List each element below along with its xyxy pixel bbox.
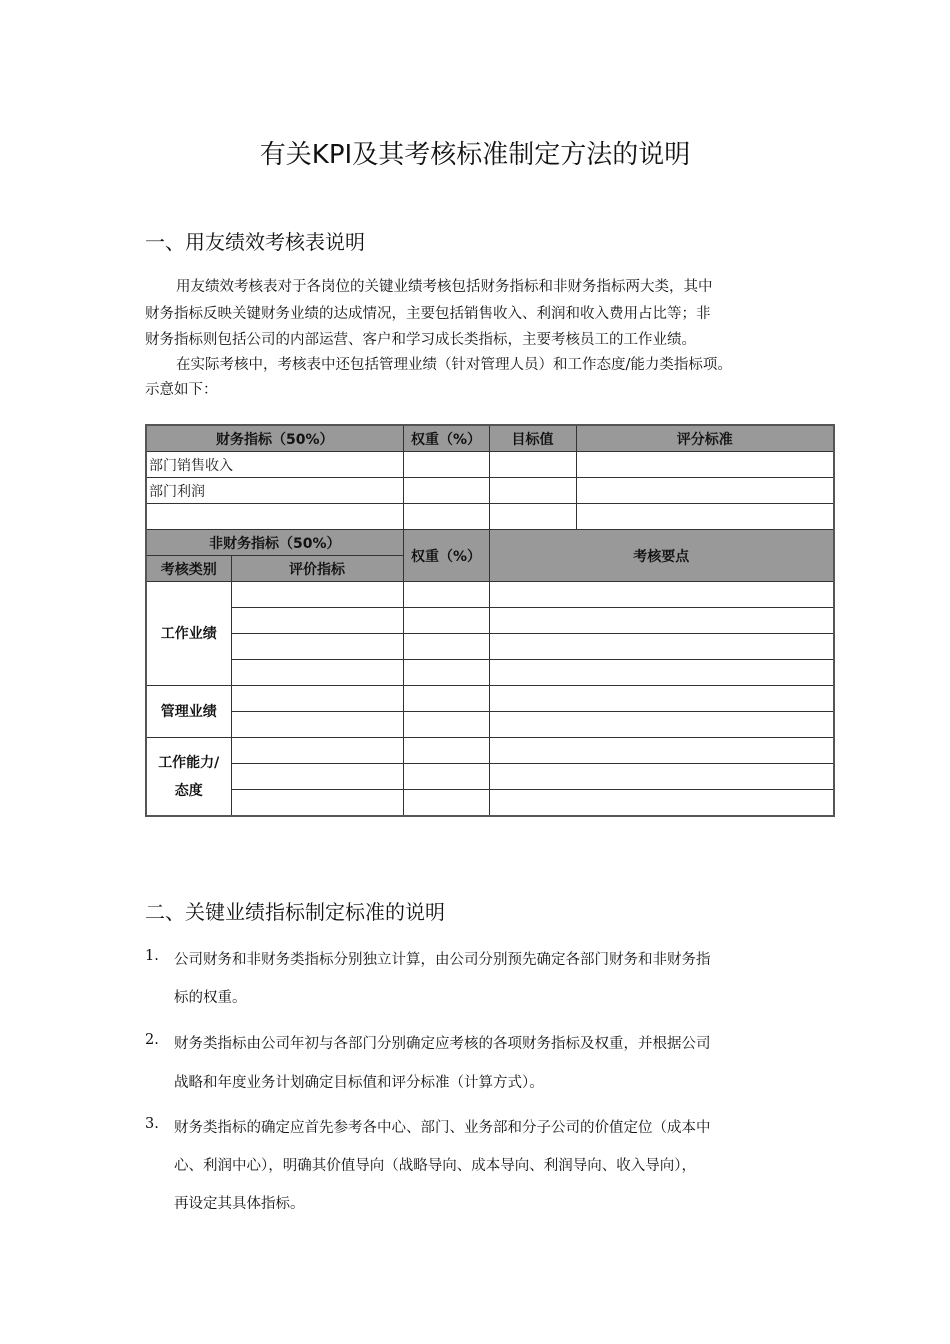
table-row: [146, 790, 834, 817]
table-row: [146, 660, 834, 686]
paragraph-line: 用友绩效考核表对于各岗位的关键业绩考核包括财务指标和非财务指标两大类，其中: [176, 279, 713, 295]
header-nonfinancial: 非财务指标（50%）: [146, 530, 403, 556]
fin-indicator: 部门销售收入: [146, 452, 403, 478]
header-weight-2: 权重（%）: [403, 530, 489, 582]
table-row: [146, 764, 834, 790]
kpi-table: [145, 424, 835, 817]
category-work-performance: 工作业绩: [146, 582, 231, 686]
table-row: [146, 634, 834, 660]
table-row: [146, 686, 834, 712]
list-line: 心、利润中心），明确其价值导向（战略导向、成本导向、利润导向、收入导向），: [174, 1158, 696, 1174]
header-scoring: 评分标准: [576, 425, 834, 452]
header-financial: 财务指标（50%）: [146, 425, 403, 452]
category-management: 管理业绩: [146, 686, 231, 738]
category-ability-attitude: 工作能力/态度: [146, 738, 231, 817]
paragraph-line: 财务指标则包括公司的内部运营、客户和学习成长类指标，主要考核员工的工作业绩。: [145, 332, 696, 348]
list-number: 2.: [145, 1032, 159, 1048]
paragraph-line: 示意如下：: [145, 382, 218, 398]
section-1-heading: 一、用友绩效考核表说明: [145, 230, 365, 254]
table-row: [146, 738, 834, 764]
list-line: 标的权重。: [174, 990, 247, 1006]
table-row: [146, 478, 834, 504]
table-row: [146, 582, 834, 608]
table-row: [146, 452, 834, 478]
list-number: 3.: [145, 1116, 159, 1132]
header-weight: 权重（%）: [403, 425, 489, 452]
paragraph-line: 财务指标反映关键财务业绩的达成情况，主要包括销售收入、利润和收入费用占比等；非: [145, 306, 711, 322]
list-line: 财务类指标的确定应首先参考各中心、部门、业务部和分子公司的价值定位（成本中: [174, 1120, 711, 1136]
table-row: [146, 712, 834, 738]
header-category: 考核类别: [146, 556, 231, 582]
fin-indicator: [146, 504, 403, 530]
header-key-points: 考核要点: [489, 530, 834, 582]
fin-indicator: 部门利润: [146, 478, 403, 504]
paragraph-line: 在实际考核中，考核表中还包括管理业绩（针对管理人员）和工作态度/能力类指标项。: [176, 357, 732, 373]
list-line: 公司财务和非财务类指标分别独立计算，由公司分别预先确定各部门财务和非财务指: [174, 952, 711, 968]
document-title: 有关KPI及其考核标准制定方法的说明: [259, 140, 691, 170]
list-line: 战略和年度业务计划确定目标值和评分标准（计算方式）。: [174, 1075, 544, 1091]
list-line: 再设定其具体指标。: [174, 1196, 305, 1212]
section-2-heading: 二、关键业绩指标制定标准的说明: [145, 900, 445, 924]
header-indicator: 评价指标: [231, 556, 403, 582]
table-row: [146, 504, 834, 530]
header-target: 目标值: [489, 425, 576, 452]
table-row: [146, 608, 834, 634]
list-line: 财务类指标由公司年初与各部门分别确定应考核的各项财务指标及权重，并根据公司: [174, 1036, 711, 1052]
list-number: 1.: [145, 948, 159, 964]
